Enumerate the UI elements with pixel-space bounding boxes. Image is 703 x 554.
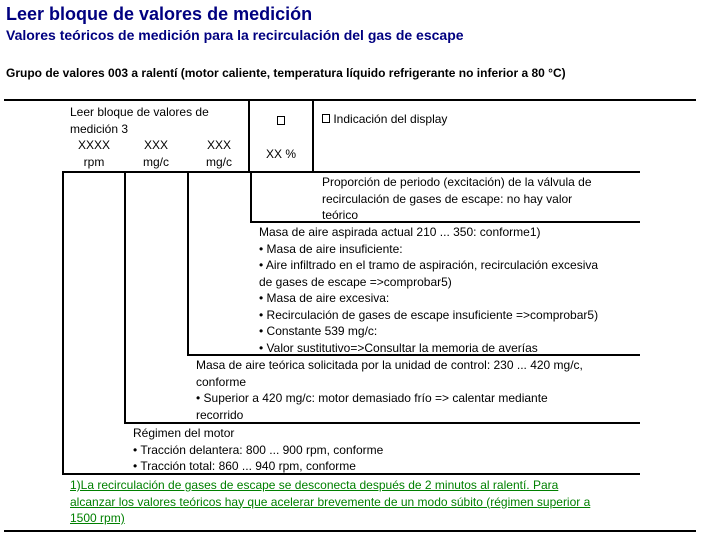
display-indicator-icon — [322, 114, 330, 123]
field-4-value: XX % — [265, 147, 296, 161]
description-line: • Tracción total: 860 ... 940 rpm, conforme — [133, 459, 356, 473]
description-line: recorrido — [196, 407, 244, 422]
page-subtitle: Valores teóricos de medición para la recirculación del gas de escape — [6, 27, 464, 43]
field-1-description — [133, 425, 383, 475]
description-line: • Constante 539 mg/c: — [259, 324, 378, 338]
bottom-rule — [4, 530, 696, 532]
block-label — [70, 104, 209, 137]
description-line: de gases de escape =>comprobar5) — [259, 274, 452, 289]
description-line: • Valor sustitutivo=>Consultar la memoria de averías — [259, 340, 538, 355]
header-divider-left — [248, 100, 250, 172]
field-2-unit: mg/c — [142, 154, 169, 169]
field-4-indicator-icon — [277, 113, 285, 131]
bracket-field4 — [250, 171, 252, 222]
field-3-description — [259, 224, 598, 356]
field-1-value: XXXX — [77, 138, 110, 152]
description-line: • Aire infiltrado en el tramo de aspiración, recirculación excesiva — [259, 258, 599, 272]
bracket-field1 — [62, 171, 64, 474]
block-label-line1: Leer bloque de valores de — [70, 105, 209, 119]
description-line: recirculación de gases de escape: no hay valor — [322, 191, 573, 206]
field-3-value: XXX — [206, 138, 231, 152]
field-4-description — [322, 174, 592, 224]
footnote[interactable] — [70, 477, 590, 527]
display-indication — [322, 111, 447, 128]
field-2-description — [196, 357, 583, 423]
field-3-header — [193, 137, 245, 170]
description-line: • Superior a 420 mg/c: motor demasiado frío => calentar mediante — [196, 391, 548, 405]
footnote-line[interactable]: alcanzar los valores teóricos hay que acelerar brevemente de un modo súbito (régimen superior a — [70, 494, 591, 509]
bracket-field3 — [187, 171, 189, 355]
footnote-line[interactable]: 1)La recirculación de gases de escape se desconecta después de 2 minutos al ralentí. Para — [70, 478, 559, 492]
description-line: Régimen del motor — [133, 426, 235, 440]
description-line: • Masa de aire insuficiente: — [259, 241, 403, 256]
footnote-line[interactable]: 1500 rpm) — [70, 511, 125, 525]
description-line: • Masa de aire excesiva: — [259, 291, 390, 305]
field-2-value: XXX — [143, 138, 168, 152]
header-bottom-rule — [62, 171, 640, 173]
group-heading: Grupo de valores 003 a ralentí (motor caliente, temperatura líquido refrigerante no inferior a 80 °C) — [6, 66, 566, 80]
block-label-line2: medición 3 — [70, 121, 129, 136]
bracket-field2 — [124, 171, 126, 423]
field-2-header — [130, 137, 182, 170]
header-divider-right — [312, 100, 314, 172]
description-line: • Tracción delantera: 800 ... 900 rpm, conforme — [133, 442, 384, 457]
display-indication-label: Indicación del display — [333, 112, 448, 126]
description-line: teórico — [322, 208, 359, 222]
field-1-header — [68, 137, 120, 170]
field-4-header — [252, 146, 310, 163]
description-line: Proporción de periodo (excitación) de la válvula de — [322, 175, 592, 189]
page-title: Leer bloque de valores de medición — [6, 4, 313, 24]
description-line: Masa de aire aspirada actual 210 ... 350: conforme1) — [259, 225, 541, 239]
field-1-unit: rpm — [83, 154, 105, 169]
top-rule — [4, 99, 696, 101]
field-3-unit: mg/c — [205, 154, 232, 169]
description-line: Masa de aire teórica solicitada por la unidad de control: 230 ... 420 mg/c, — [196, 358, 583, 372]
description-line: • Recirculación de gases de escape insuficiente =>comprobar5) — [259, 307, 599, 322]
description-line: conforme — [196, 374, 247, 389]
